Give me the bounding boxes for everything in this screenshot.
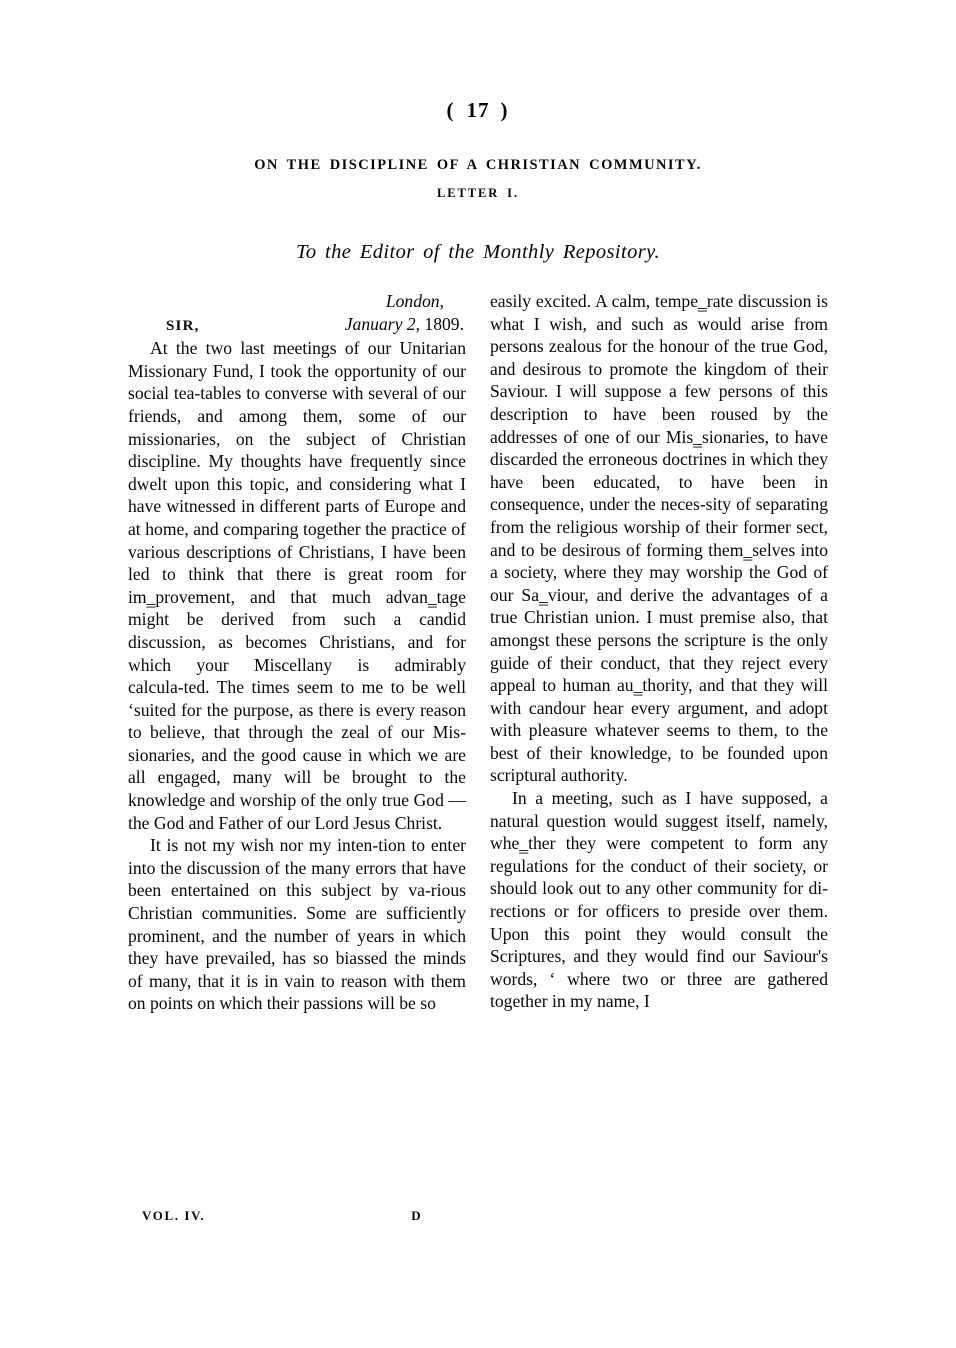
- right-column: [490, 290, 828, 1013]
- salutation-line: [128, 313, 466, 338]
- addressee-line: To the Editor of the Monthly Repository.: [295, 241, 661, 263]
- left-paragraph-1: At the two last meetings of our Unitarian Missionary Fund, I took the opportunity of our social tea-tables to converse with several of our friends, and among them, some of our missionaries, on the subject of Christian discipline. My thoughts have frequently since dwelt upon this topic, and considering what I have witnessed in different parts of Europe and at home, and comparing together the practice of various descriptions of Christians, I have been led to think that there is great room for im‗provement, and that much advan‗tage might be derived from such a candid discussion, as becomes Christians, and for which your Miscellany is admirably calcula‑ted. The times seem to me to be well ‘suited for the purpose, as there is every reason to believe, that through the zeal of our Mis-sionaries, and the good cause in which we are all engaged, many will be brought to the knowledge and worship of the only true God —the God and Father of our Lord Jesus Christ.: [128, 338, 466, 833]
- footer-line: [128, 1208, 828, 1224]
- page-number: 17: [466, 98, 490, 122]
- place-line: London,: [385, 291, 444, 311]
- date-month-day: January 2,: [344, 313, 420, 334]
- body-columns: [128, 290, 828, 1015]
- letter-number: LETTER I.: [437, 186, 519, 200]
- folio-close-paren: ): [500, 98, 510, 122]
- left-column: [128, 290, 466, 1015]
- page-content: [128, 98, 828, 1015]
- signature-mark: D: [411, 1208, 422, 1223]
- right-paragraph-2: In a meeting, such as I have supposed, a natural question would suggest itself, namely, whe‗ther they were competent to form any regulations for the conduct of their society, or should look out to any other community for di-rections or for officers to preside over them. Upon this point they would consult the Scriptures, and they would find our Saviour's words, ‘ where two or three are gathered together in my name, I: [490, 788, 828, 1012]
- page-folio: [128, 98, 828, 123]
- volume-mark: VOL. IV.: [142, 1208, 206, 1223]
- salutation: SIR,: [166, 317, 200, 334]
- right-paragraph-1: easily excited. A calm, tempe‗rate discussion is what I wish, and such as would arise from persons zealous for the honour of the true God, and desirous to promote the kingdom of their Saviour. I will suppose a few persons of this description to have been roused by the addresses of one of our Mis‗sionaries, to have discarded the erroneous doctrines in which they have been educated, to have been in consequence, under the neces-sity of separating from the religious worship of their former sect, and to be desirous of forming them‗selves into a society, where they may worship the God of our Sa‗viour, and derive the advantages of a true Christian union. I must premise also, that amongst these persons the scripture is the only guide of their conduct, that they reject every appeal to human au‗thority, and that they will with candour hear every argument, and adopt with pleasure whatever seems to them, to the best of their knowledge, to be founded upon scriptural authority.: [490, 291, 828, 786]
- left-paragraph-2: It is not my wish nor my inten-tion to enter into the discussion of the many errors that have been entertained on this subject by va-rious Christian communities. Some are sufficiently prominent, and the number of years in which they have prevailed, has so biassed the minds of many, that it is in vain to reason with them on points on which their passions will be so: [128, 835, 466, 1014]
- date-text: [345, 313, 466, 336]
- date-year: 1809.: [424, 313, 464, 334]
- article-title: ON THE DISCIPLINE OF A CHRISTIAN COMMUNITY.: [254, 157, 702, 173]
- folio-open-paren: (: [446, 98, 456, 122]
